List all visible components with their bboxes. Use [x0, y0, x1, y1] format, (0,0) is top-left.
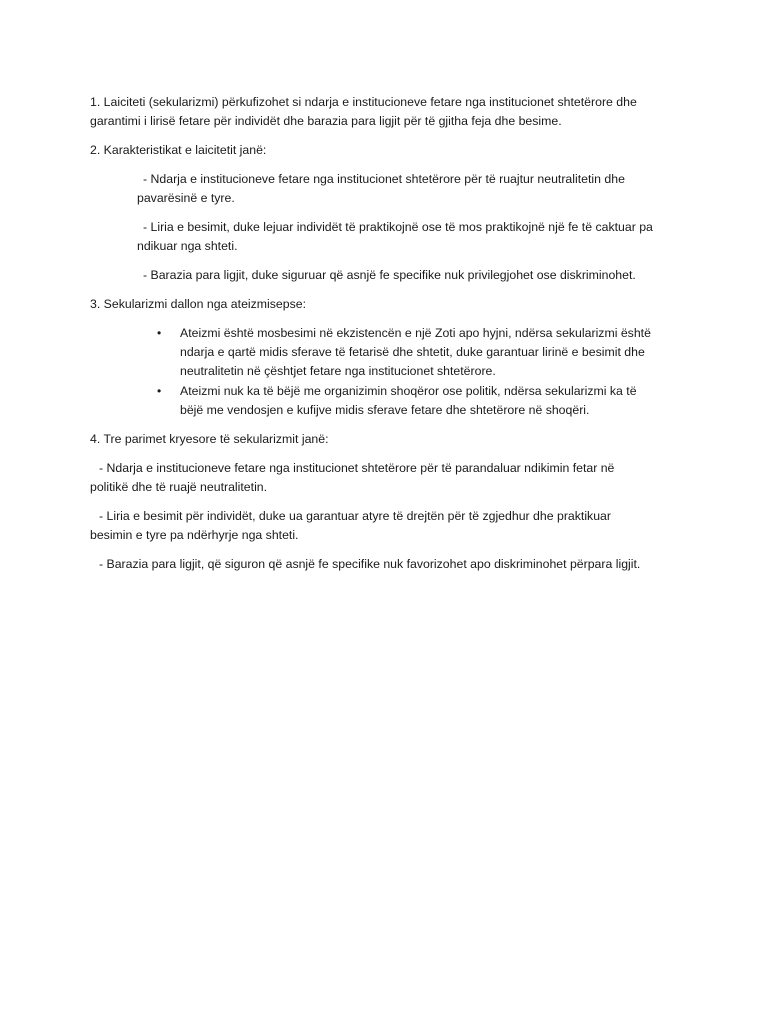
characteristic-1-line-2: pavarësinë e tyre. — [137, 191, 235, 205]
characteristic-1-line-1: - Ndarja e institucioneve fetare nga institucionet shtetërore për të ruajtur neutralitetin dhe — [143, 172, 625, 186]
item-2-heading: 2. Karakteristikat e laicitetit janë: — [90, 143, 267, 157]
bullet-1-line-3: neutralitetin në çështjet fetare nga institucionet shtetërore. — [180, 364, 496, 378]
bullet-2-dot: • — [157, 384, 162, 398]
bullet-2-line-2: bëjë me vendosjen e kufijve midis sferave fetare dhe shtetërore në shoqëri. — [180, 403, 590, 417]
characteristic-2-line-1: - Liria e besimit, duke lejuar individët të praktikojnë ose të mos praktikojnë një fe të caktuar pa — [143, 220, 653, 234]
item-1-line-2: garantimi i lirisë fetare për individët dhe barazia para ligjit për të gjitha feja dhe besime. — [90, 114, 562, 128]
principle-3-line-1: - Barazia para ligjit, që siguron që asnjë fe specifike nuk favorizohet apo diskriminohet përpara ligjit. — [99, 557, 641, 571]
item-4-heading: 4. Tre parimet kryesore të sekularizmit janë: — [90, 432, 329, 446]
bullet-1-line-2: ndarja e qartë midis sferave të fetarisë dhe shtetit, duke garantuar lirinë e besimit dhe — [180, 345, 645, 359]
characteristic-2-line-2: ndikuar nga shteti. — [137, 239, 238, 253]
principle-2-line-2: besimin e tyre pa ndërhyrje nga shteti. — [90, 528, 299, 542]
bullet-1-dot: • — [157, 326, 162, 340]
principle-2-line-1: - Liria e besimit për individët, duke ua garantuar atyre të drejtën për të zgjedhur dhe praktikuar — [99, 509, 611, 523]
bullet-2-line-1: Ateizmi nuk ka të bëjë me organizimin shoqëror ose politik, ndërsa sekularizmi ka të — [180, 384, 637, 398]
principle-1-line-1: - Ndarja e institucioneve fetare nga institucionet shtetërore për të parandaluar ndikimin fetar në — [99, 461, 615, 475]
bullet-1-line-1: Ateizmi është mosbesimi në ekzistencën e një Zoti apo hyjni, ndërsa sekularizmi është — [180, 326, 651, 340]
principle-1-line-2: politikë dhe të ruajë neutralitetin. — [90, 480, 268, 494]
item-3-heading: 3. Sekularizmi dallon nga ateizmisepse: — [90, 297, 306, 311]
characteristic-3-line-1: - Barazia para ligjit, duke siguruar që asnjë fe specifike nuk privilegjohet ose diskriminohet. — [143, 268, 636, 282]
item-1-line-1: 1. Laiciteti (sekularizmi) përkufizohet si ndarja e institucioneve fetare nga institucionet shtetërore dhe — [90, 95, 637, 109]
